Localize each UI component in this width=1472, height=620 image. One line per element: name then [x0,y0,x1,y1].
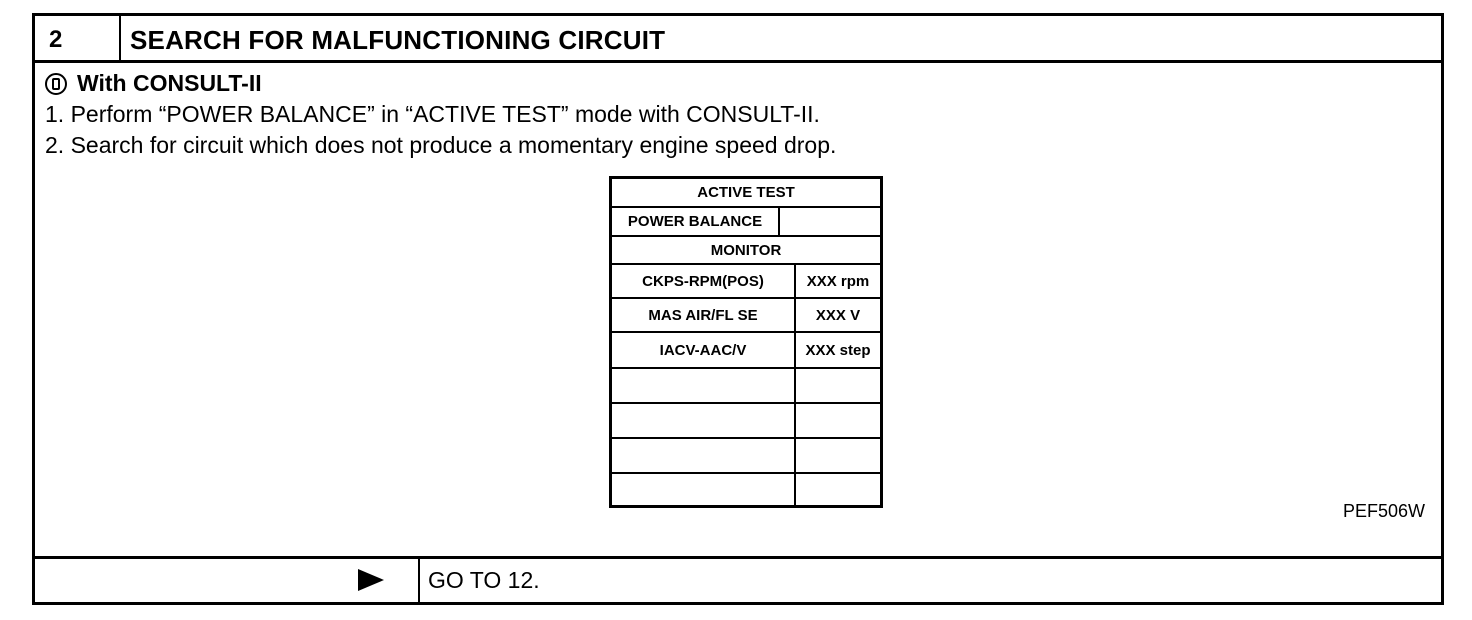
monitor-value [796,439,880,472]
instructions [45,68,836,161]
monitor-row [612,474,880,505]
monitor-label [612,404,794,437]
instruction-line-2: 2. Search for circuit which does not produce a momentary engine speed drop. [45,132,837,158]
monitor-label: CKPS-RPM(POS) [642,272,764,290]
figure-code: PEF506W [1342,501,1425,521]
consult-mode-line [45,68,836,99]
monitor-value [796,404,880,437]
monitor-row [612,439,880,474]
monitor-value [796,369,880,402]
monitor-value: XXX V [815,306,861,324]
monitor-value: XXX rpm [806,272,870,290]
arrow-cell [35,559,420,602]
monitor-label [612,474,794,505]
monitor-label [612,369,794,402]
power-balance-value [780,208,880,235]
monitor-row [612,299,880,333]
step-footer [35,556,1441,602]
monitor-label: MAS AIR/FL SE [648,306,758,324]
monitor-row [612,404,880,439]
active-test-header-row [612,179,880,208]
monitor-row [612,369,880,404]
monitor-label: IACV-AAC/V [659,341,747,359]
goto-action: GO TO 12. [428,567,540,593]
step-number: 2 [35,16,121,60]
monitor-label [612,439,794,472]
monitor-row [612,333,880,369]
consult-screen-figure [609,176,883,508]
power-balance-row [612,208,880,237]
monitor-row [612,265,880,299]
consult-mode-label: With CONSULT-II [77,70,262,96]
active-test-header: ACTIVE TEST [697,184,795,201]
monitor-value [796,474,880,505]
step-header [35,16,1441,63]
diagnostic-step-box [32,13,1444,605]
instruction-line-1: 1. Perform “POWER BALANCE” in “ACTIVE TEST” mode with CONSULT-II. [45,101,820,127]
right-arrow-icon [358,569,384,591]
power-balance-label: POWER BALANCE [627,213,763,230]
monitor-header: MONITOR [710,241,782,259]
monitor-header-row [612,237,880,265]
consult-tool-icon [45,73,67,95]
monitor-value: XXX step [805,341,871,359]
step-title: SEARCH FOR MALFUNCTIONING CIRCUIT [130,25,666,55]
